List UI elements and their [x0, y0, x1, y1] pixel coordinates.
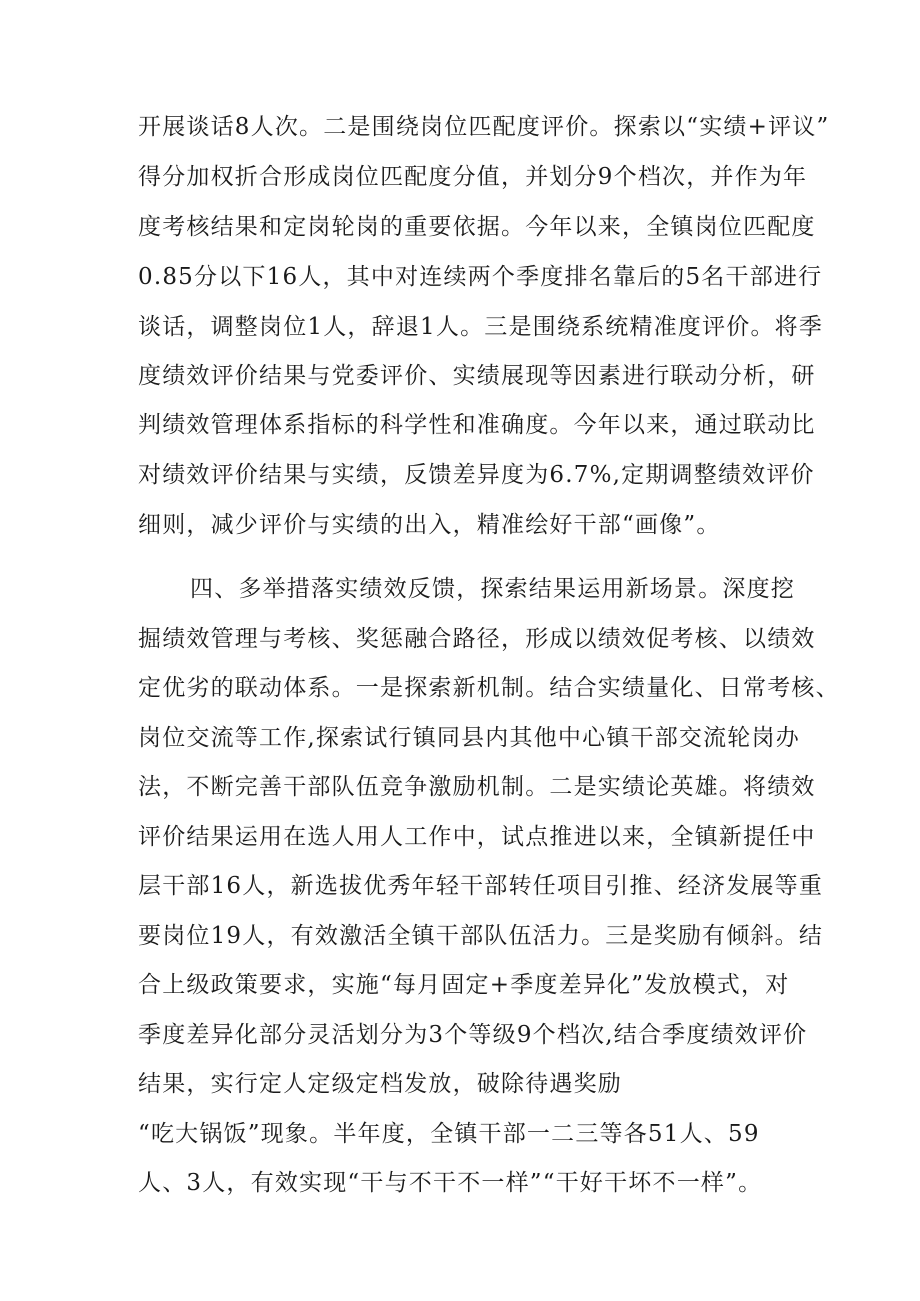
- text-line: 0.85分以下16人，其中对连续两个季度排名靠后的5名干部进行: [138, 264, 823, 290]
- text-line: 判绩效管理体系指标的科学性和准确度。今年以来，通过联动比: [138, 412, 816, 438]
- text-line: 得分加权折合形成岗位匹配度分值，并划分9个档次，并作为年: [138, 164, 808, 190]
- text-line: 岗位交流等工作,探索试行镇同县内其他中心镇干部交流轮岗办: [138, 725, 800, 751]
- text-line: 要岗位19人，有效激活全镇干部队伍活力。三是奖励有倾斜。结: [138, 923, 824, 949]
- text-line: 开展谈话8人次。二是围绕岗位匹配度评价。探索以“实绩+评议”: [138, 114, 830, 140]
- text-line: 评价结果运用在选人用人工作中，试点推进以来，全镇新提任中: [138, 824, 816, 850]
- text-line: 谈话，调整岗位1人，辞退1人。三是围绕系统精准度评价。将季: [138, 314, 824, 340]
- text-line: 度考核结果和定岗轮岗的重要依据。今年以来，全镇岗位匹配度: [138, 214, 816, 240]
- text-line: 层干部16人，新选拔优秀年轻干部转任项目引推、经济发展等重: [138, 873, 824, 899]
- text-line: 合上级政策要求，实施“每月固定+季度差异化”发放模式，对: [138, 972, 790, 998]
- text-line: 季度差异化部分灵活划分为3个等级9个档次,结合季度绩效评价: [138, 1022, 808, 1048]
- text-line: 掘绩效管理与考核、奖惩融合路径，形成以绩效促考核、以绩效: [138, 626, 816, 652]
- text-line: “吃大锅饭”现象。半年度，全镇干部一二三等各51人、59: [138, 1121, 760, 1147]
- text-line: 法，不断完善干部队伍竞争激励机制。二是实绩论英雄。将绩效: [138, 774, 816, 800]
- text-line: 对绩效评价结果与实绩，反馈差异度为6.7%,定期调整绩效评价: [138, 462, 815, 488]
- text-line: 定优劣的联动体系。一是探索新机制。结合实绩量化、日常考核、: [138, 675, 840, 701]
- text-line: 结果，实行定人定级定档发放，破除待遇奖励: [138, 1071, 622, 1097]
- section-heading-line: 四、多举措落实绩效反馈，探索结果运用新场景。深度挖: [190, 576, 795, 602]
- text-line: 细则，减少评价与实绩的出入，精准绘好干部“画像”。: [138, 512, 721, 538]
- text-line: 人、3人，有效实现“干与不干不一样”“干好干坏不一样”。: [138, 1170, 763, 1196]
- text-line: 度绩效评价结果与党委评价、实绩展现等因素进行联动分析，研: [138, 363, 816, 389]
